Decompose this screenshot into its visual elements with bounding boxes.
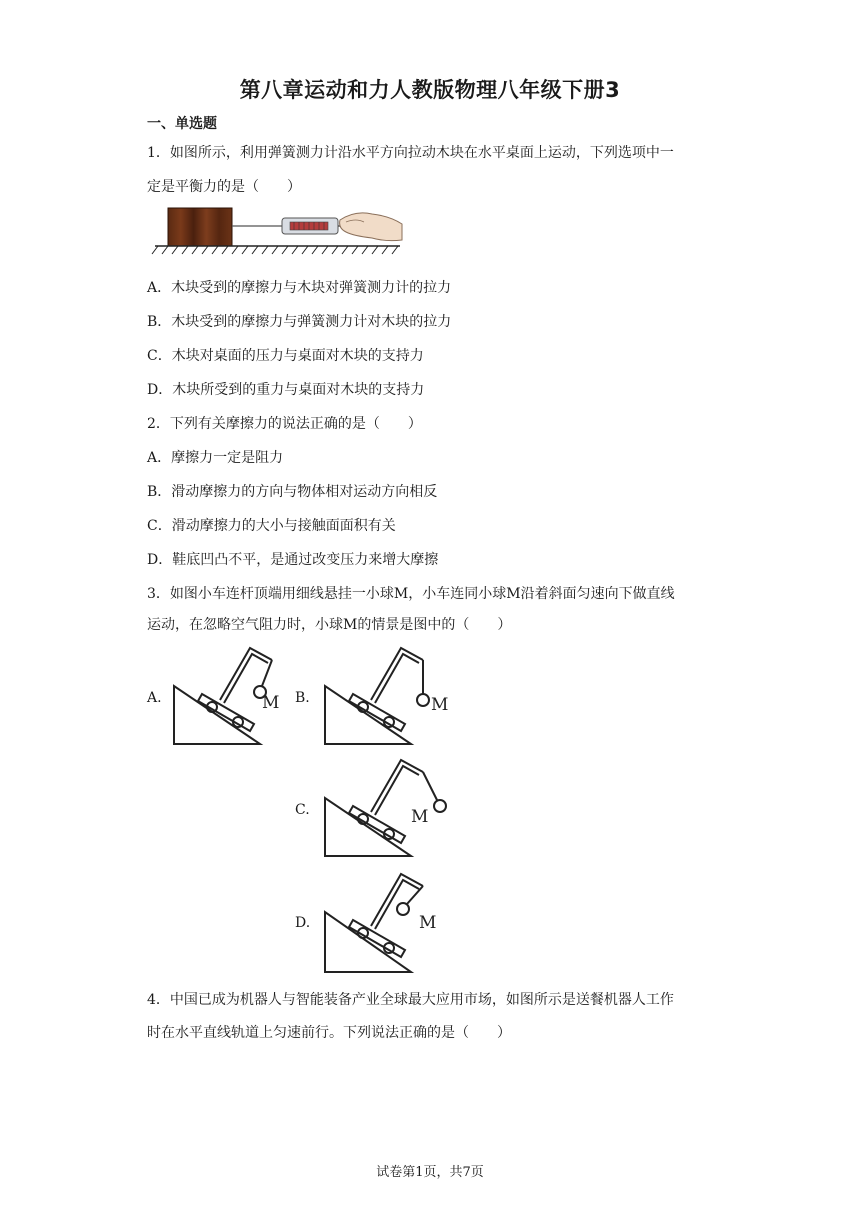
q3-stem-line-2: 运动，在忽略空气阻力时，小球M的情景是图中的（ ） — [147, 617, 512, 633]
q3-figure-label-b: B. — [295, 690, 310, 706]
page-footer: 试卷第1页，共7页 — [376, 1165, 484, 1180]
q3-figure-a — [172, 648, 292, 748]
q3-figure-b — [323, 648, 453, 748]
q4-stem-line-2: 时在水平直线轨道上匀速前行。下列说法正确的是（ ） — [147, 1025, 511, 1041]
q1-figure-spring-scale — [150, 204, 410, 264]
q3-stem-line-1: 3．如图小车连杆顶端用细线悬挂一小球M，小车连同小球M沿着斜面匀速向下做直线 — [147, 586, 675, 602]
q3-figure-a-ball-label: M — [262, 693, 280, 713]
q3-figure-label-c: C. — [295, 802, 310, 818]
page-title: 第八章运动和力人教版物理八年级下册3 — [239, 78, 621, 102]
q1-stem-line-1: 1．如图所示，利用弹簧测力计沿水平方向拉动木块在水平桌面上运动，下列选项中一 — [147, 145, 674, 161]
q3-figure-b-ball-label: M — [431, 695, 449, 715]
q3-figure-d — [323, 872, 453, 976]
q3-figure-label-d: D. — [295, 915, 311, 931]
q1-stem-line-2: 定是平衡力的是（ ） — [147, 179, 301, 195]
q2-option-a: A．摩擦力一定是阻力 — [147, 450, 284, 466]
q1-option-d: D．木块所受到的重力与桌面对木块的支持力 — [147, 382, 425, 398]
section-heading: 一、单选题 — [147, 116, 217, 132]
q2-option-c: C．滑动摩擦力的大小与接触面面积有关 — [147, 518, 396, 534]
q2-option-d: D．鞋底凹凸不平，是通过改变压力来增大摩擦 — [147, 552, 439, 568]
q4-stem-line-1: 4．中国已成为机器人与智能装备产业全球最大应用市场，如图所示是送餐机器人工作 — [147, 992, 674, 1008]
q3-figure-c-ball-label: M — [411, 807, 429, 827]
q3-figure-label-a: A. — [147, 690, 162, 706]
q2-stem: 2．下列有关摩擦力的说法正确的是（ ） — [147, 416, 422, 432]
q3-figure-d-ball-label: M — [419, 913, 437, 933]
q1-option-a: A．木块受到的摩擦力与木块对弹簧测力计的拉力 — [147, 280, 452, 296]
q1-option-b: B．木块受到的摩擦力与弹簧测力计对木块的拉力 — [147, 314, 452, 330]
q3-figure-c — [323, 760, 453, 860]
q2-option-b: B．滑动摩擦力的方向与物体相对运动方向相反 — [147, 484, 438, 500]
q1-option-c: C．木块对桌面的压力与桌面对木块的支持力 — [147, 348, 424, 364]
